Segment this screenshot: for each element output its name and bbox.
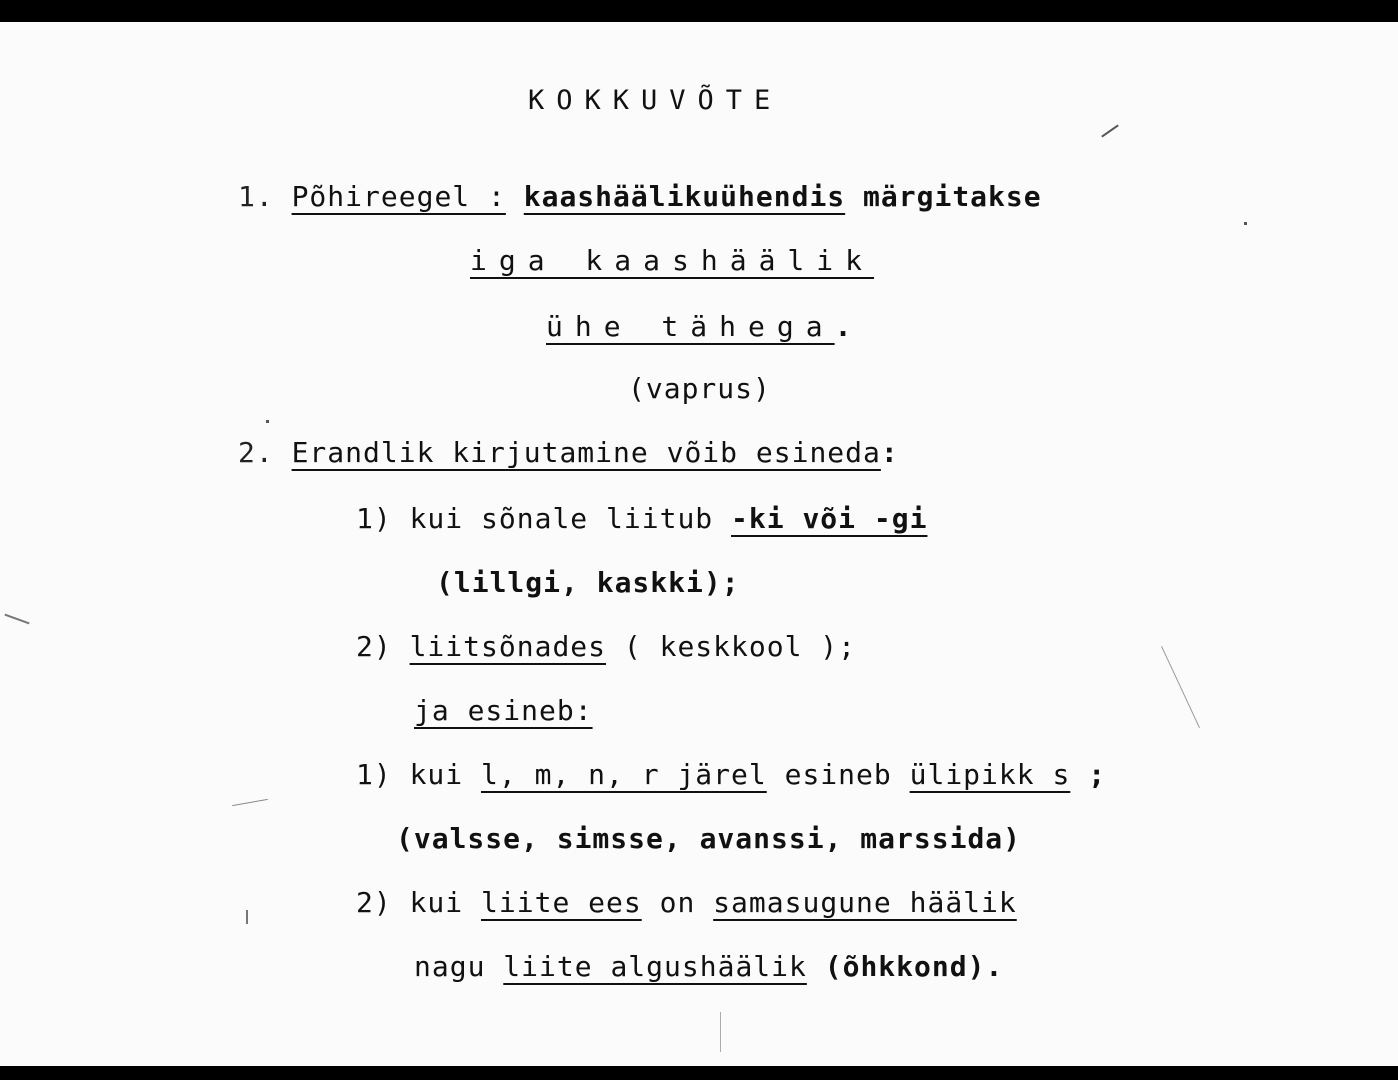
case-1-text: kui sõnale liitub xyxy=(409,502,714,535)
rule-1-verb: märgitakse xyxy=(863,180,1042,213)
case-3-term: ülipikk s xyxy=(909,758,1071,791)
case-4-term-2: samasugune häälik xyxy=(713,886,1017,919)
film-speck xyxy=(1244,222,1247,225)
case-1-line xyxy=(356,502,927,536)
case-4-line-1 xyxy=(356,886,1017,920)
case-3-letters: l, m, n, r järel xyxy=(481,758,767,791)
case-3-text-1: kui xyxy=(409,758,464,791)
film-speck xyxy=(246,910,248,924)
case-3-end: ; xyxy=(1088,758,1107,791)
film-speck xyxy=(1101,124,1119,137)
case-2-number: 2) xyxy=(356,630,392,663)
rule-2-heading-line xyxy=(238,436,899,470)
page-title: KOKKUVÕTE xyxy=(528,85,783,116)
typewritten-page xyxy=(0,22,1398,1068)
case-4-text-1: kui xyxy=(409,886,464,919)
rule-1-example: (vaprus) xyxy=(628,372,771,405)
case-1-examples: (lillgi, kaskki); xyxy=(436,566,740,599)
case-4-line-2 xyxy=(414,950,1003,984)
rule-2-heading-end: : xyxy=(880,436,899,469)
rule-1-line-3-text: ühe tähega xyxy=(546,310,835,343)
film-scratch xyxy=(720,1012,721,1052)
rule-2-heading: Erandlik kirjutamine võib esineda xyxy=(291,436,881,469)
case-2-example: ( keskkool ); xyxy=(623,630,857,663)
case-1-suffix: -ki või -gi xyxy=(731,502,928,535)
case-4-text-3: nagu xyxy=(414,950,486,983)
case-3-text-2: esineb xyxy=(784,758,892,791)
rule-1-line-1 xyxy=(238,180,1042,214)
film-speck xyxy=(266,420,269,423)
rule-1-heading: Põhireegel : xyxy=(291,180,506,213)
rule-2-number: 2. xyxy=(238,436,274,469)
film-border-bottom xyxy=(0,1066,1398,1080)
case-3-number: 1) xyxy=(356,758,392,791)
film-scratch xyxy=(232,799,268,806)
case-2-term: liitsõnades xyxy=(409,630,607,663)
and-occurs-line: ja esineb: xyxy=(414,694,593,727)
case-4-term-1: liite ees xyxy=(481,886,642,919)
rule-1-line-2: iga kaashäälik xyxy=(470,244,875,277)
case-4-text-2: on xyxy=(659,886,696,919)
rule-1-line-3-end: . xyxy=(834,310,853,343)
rule-1-number: 1. xyxy=(238,180,274,213)
case-4-number: 2) xyxy=(356,886,392,919)
case-2-line xyxy=(356,630,856,664)
case-1-number: 1) xyxy=(356,502,392,535)
film-scratch xyxy=(1161,646,1200,728)
rule-1-subject: kaashäälikuühendis xyxy=(523,180,846,213)
case-4-term-3: liite algushäälik xyxy=(503,950,807,983)
rule-1-line-3 xyxy=(546,310,852,344)
case-3-examples: (valsse, simsse, avanssi, marssida) xyxy=(396,822,1022,855)
film-speck xyxy=(4,614,29,625)
case-4-example: (õhkkond). xyxy=(824,950,1004,983)
case-3-line xyxy=(356,758,1106,792)
